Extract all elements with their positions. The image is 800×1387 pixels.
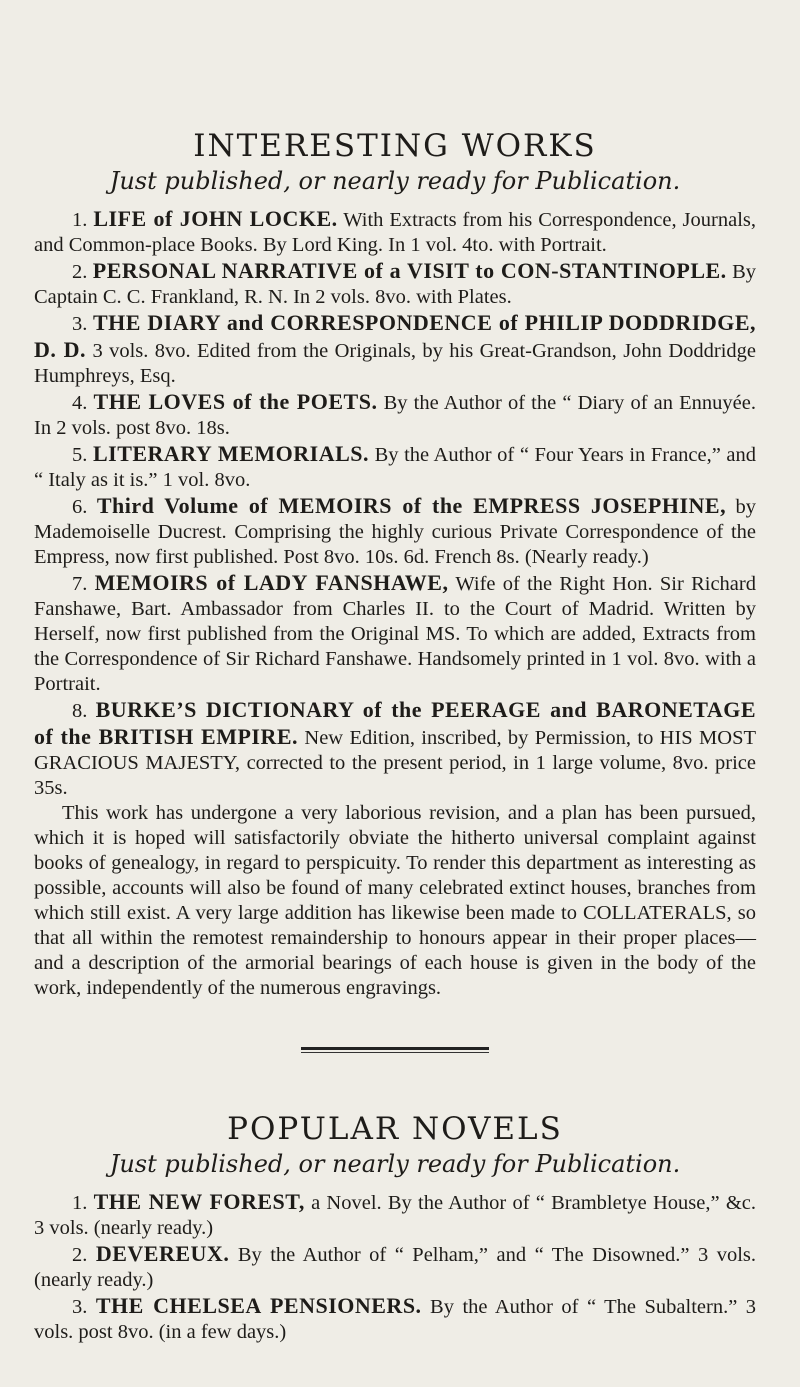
entry-text: 3 vols. 8vo. Edited from the Originals, by his Great-Grandson, John Doddridge Humphreys, Esq. xyxy=(34,340,756,387)
entry-number: 2. xyxy=(72,261,88,283)
list-item xyxy=(34,310,756,389)
list-item xyxy=(34,1241,756,1293)
list-item xyxy=(34,389,756,441)
entry-title: PERSONAL NARRATIVE of a VISIT to CON-STANTINOPLE. xyxy=(92,258,727,283)
entry-number: 1. xyxy=(72,209,88,231)
section-heading: INTERESTING WORKS xyxy=(193,128,597,164)
entry-title: LITERARY MEMORIALS. xyxy=(92,441,369,466)
section-interesting-works xyxy=(34,128,756,1001)
section-popular-novels xyxy=(34,1111,756,1345)
list-item xyxy=(34,441,756,493)
entry-text: Wife of the Right Hon. Sir Richard Fanshawe, Bart. Ambassador from Charles II. to the Court of Madrid. Written by Herself, now first published from the Original MS. To which are added, Extracts from the Correspondence of Sir Richard Fanshawe. Handsomely printed in 1 vol. 8vo. with a Portrait. xyxy=(34,573,756,695)
entry-text: New Edition, inscribed, by Permission, to HIS MOST GRACIOUS MAJESTY, corrected to the present period, in 1 large volume, 8vo. price 35s. xyxy=(34,727,757,799)
entry-number: 7. xyxy=(72,573,88,595)
entry-title: Third Volume of MEMOIRS of the EMPRESS JOSEPHINE, xyxy=(96,493,727,518)
entry-text: By the Author of “ Pelham,” and “ The Disowned.” 3 vols. (nearly ready.) xyxy=(34,1244,757,1291)
section-heading: POPULAR NOVELS xyxy=(227,1111,563,1147)
entry-text: By the Author of the “ Diary of an Ennuyée. In 2 vols. post 8vo. 18s. xyxy=(34,392,757,439)
entry-text: by Mademoiselle Ducrest. Comprising the highly curious Private Correspondence of the Empress, now first published. Post 8vo. 10s. 6d. French 8s. (Nearly ready.) xyxy=(34,496,757,568)
list-item xyxy=(34,258,756,310)
entry-number: 8. xyxy=(72,700,88,722)
entry-number: 5. xyxy=(72,444,88,466)
section-subheading: Just published, or nearly ready for Publication. xyxy=(109,167,681,195)
entry-list xyxy=(34,206,756,1001)
entry-number: 3. xyxy=(72,313,88,335)
entry-title: DEVEREUX. xyxy=(95,1241,230,1266)
entry-number: 2. xyxy=(72,1244,88,1266)
entry-number: 6. xyxy=(72,496,88,518)
entry-title: BURKE’S DICTIONARY of the PEERAGE and BARONETAGE of the BRITISH EMPIRE. xyxy=(34,697,756,749)
entry-title: THE NEW FOREST, xyxy=(93,1189,305,1214)
entry-text: By Captain C. C. Frankland, R. N. In 2 vols. 8vo. with Plates. xyxy=(34,261,757,308)
entry-number: 1. xyxy=(72,1192,88,1214)
list-item xyxy=(34,697,756,801)
entry-title: THE CHELSEA PENSIONERS. xyxy=(95,1293,422,1318)
section-divider xyxy=(301,1047,489,1053)
list-item xyxy=(34,570,756,697)
entry-text: a Novel. By the Author of “ Brambletye House,” &c. 3 vols. (nearly ready.) xyxy=(34,1192,756,1239)
entry-title: MEMOIRS of LADY FANSHAWE, xyxy=(94,570,449,595)
list-item xyxy=(34,493,756,570)
entry-title: LIFE of JOHN LOCKE. xyxy=(93,206,338,231)
entry-list xyxy=(34,1189,756,1345)
entry-number: 3. xyxy=(72,1296,88,1318)
list-item xyxy=(34,1189,756,1241)
entry-number: 4. xyxy=(72,392,88,414)
entry-title: THE DIARY and CORRESPONDENCE of PHILIP DODDRIDGE, D. D. xyxy=(34,310,757,362)
list-item xyxy=(34,1293,756,1345)
entry-title: THE LOVES of the POETS. xyxy=(93,389,378,414)
description-paragraph: This work has undergone a very laborious revision, and a plan has been pursued, which it is hoped will satisfactorily obviate the hitherto universal complaint against books of genealogy, in regard to perspicuity. To render this department as interesting as possible, accounts will also be found of many celebrated extinct houses, branches from which still exist. A very large addition has likewise been made to COLLATERALS, so that all within the remotest remaindership to honours appear in their proper places—and a description of the armorial bearings of each house is given in the body of the work, independently of the numerous engravings. xyxy=(34,802,756,999)
list-item xyxy=(34,206,756,258)
section-subheading: Just published, or nearly ready for Publication. xyxy=(109,1150,681,1178)
entry-text: By the Author of “ The Subaltern.” 3 vols. post 8vo. (in a few days.) xyxy=(34,1296,757,1343)
entry-text: With Extracts from his Correspondence, Journals, and Common-place Books. By Lord King. In 1 vol. 4to. with Portrait. xyxy=(34,209,757,256)
entry-text: By the Author of “ Four Years in France,” and “ Italy as it is.” 1 vol. 8vo. xyxy=(34,444,757,491)
